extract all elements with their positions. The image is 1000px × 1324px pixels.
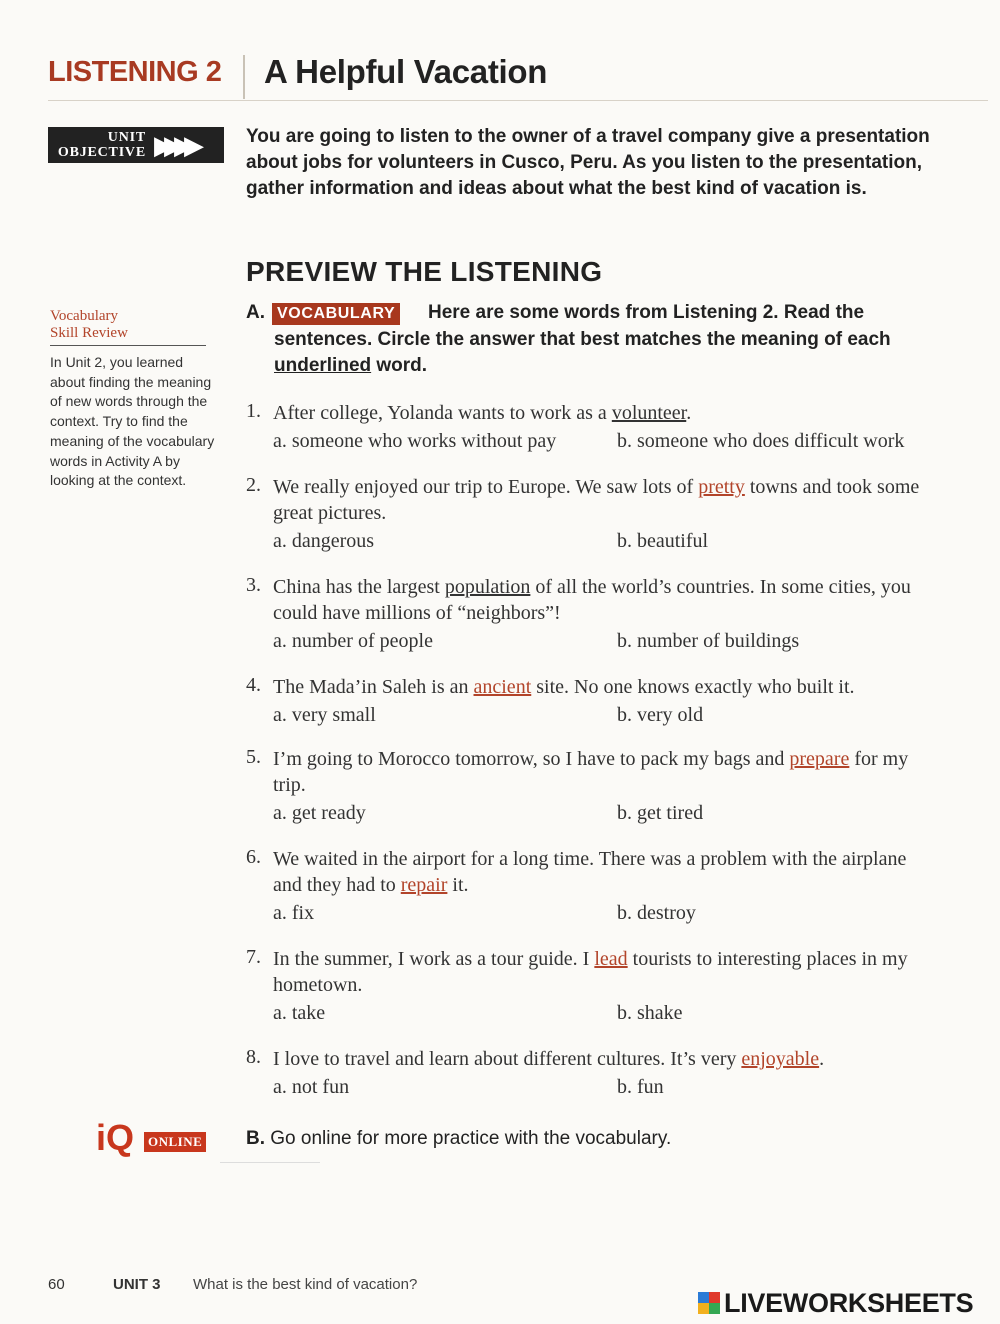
instructions-underlined: underlined bbox=[274, 355, 372, 376]
footer-question: What is the best kind of vacation? bbox=[193, 1276, 418, 1293]
liveworksheets-logo bbox=[698, 1288, 973, 1318]
vocabulary-word: prepare bbox=[789, 748, 850, 770]
instructions-text-end: word. bbox=[371, 355, 428, 376]
option-b[interactable]: b. shake bbox=[617, 1002, 683, 1024]
sidebar-body: In Unit 2, you learned about finding the meaning of new words through the context. Try to find the meaning of the vocabulary words in Activity A by looking at the context. bbox=[50, 354, 215, 489]
question-number: 5. bbox=[246, 746, 261, 768]
question-text-pre: We waited in the airport for a long time. There was a problem with the airplane and they had to bbox=[273, 848, 907, 896]
question-number: 6. bbox=[246, 846, 261, 868]
option-a[interactable]: a. someone who works without pay bbox=[273, 430, 557, 452]
activity-b-letter: B. bbox=[246, 1128, 265, 1149]
question-text-post: . bbox=[686, 402, 692, 424]
question-text bbox=[273, 1046, 923, 1072]
question-number: 2. bbox=[246, 474, 261, 496]
question-number: 1. bbox=[246, 400, 261, 422]
question-text-pre: I love to travel and learn about different cultures. It’s very bbox=[273, 1048, 742, 1070]
instructions-text: Here are some words from Listening 2. Read the sentences. Circle the answer that best matches the meaning of each bbox=[274, 302, 891, 350]
activity-b bbox=[246, 1128, 671, 1150]
objective-line1: UNIT bbox=[107, 130, 146, 145]
option-a[interactable]: a. number of people bbox=[273, 630, 433, 652]
question-text bbox=[273, 746, 923, 798]
question-number: 7. bbox=[246, 946, 261, 968]
preview-heading: PREVIEW THE LISTENING bbox=[246, 256, 603, 287]
vocabulary-word: population bbox=[444, 576, 531, 598]
header-rule bbox=[48, 100, 988, 101]
option-a[interactable]: a. dangerous bbox=[273, 530, 375, 552]
option-b[interactable]: b. destroy bbox=[617, 902, 696, 924]
activity-b-text: Go online for more practice with the vocabulary. bbox=[270, 1128, 672, 1149]
vocabulary-badge: VOCABULARY bbox=[272, 303, 400, 325]
sidebar-title bbox=[50, 308, 206, 346]
question-text-post: for my trip. bbox=[273, 748, 909, 796]
question-text-pre: China has the largest bbox=[273, 576, 445, 598]
sidebar-title-line2: Skill Review bbox=[50, 325, 128, 341]
option-a[interactable]: a. get ready bbox=[273, 802, 366, 824]
option-b[interactable]: b. beautiful bbox=[617, 530, 709, 552]
question-text bbox=[273, 674, 923, 700]
unit-objective-badge bbox=[48, 127, 224, 163]
section-label: LISTENING 2 bbox=[48, 56, 222, 88]
arrows-icon: ▶▶▶▶ bbox=[154, 130, 194, 160]
liveworksheets-text: LIVEWORKSHEETS bbox=[724, 1287, 974, 1318]
question-text bbox=[273, 474, 923, 526]
option-b[interactable]: b. someone who does difficult work bbox=[617, 430, 905, 452]
question-text bbox=[273, 946, 923, 998]
question-text bbox=[273, 400, 923, 426]
intro-paragraph: You are going to listen to the owner of a travel company give a presentation about jobs for volunteers in Cusco, Peru. As you listen to the presentation, gather information and ideas about what the best kind of vacation is. bbox=[246, 126, 930, 199]
sidebar-title-line1: Vocabulary bbox=[50, 308, 119, 324]
question-text-pre: The Mada’in Saleh is an bbox=[273, 676, 474, 698]
option-b[interactable]: b. number of buildings bbox=[617, 630, 800, 652]
vocabulary-word: volunteer bbox=[611, 402, 687, 424]
question-text-pre: In the summer, I work as a tour guide. I bbox=[273, 948, 595, 970]
question-text-post: . bbox=[819, 1048, 825, 1070]
question-text-pre: We really enjoyed our trip to Europe. We saw lots of bbox=[273, 476, 699, 498]
question-number: 4. bbox=[246, 674, 261, 696]
activity-a-instructions bbox=[274, 300, 924, 380]
question-text-post: of all the world’s countries. In some cities, you could have millions of “neighbors”! bbox=[273, 576, 911, 624]
question-text-pre: After college, Yolanda wants to work as a bbox=[273, 402, 612, 424]
liveworksheets-icon bbox=[698, 1292, 720, 1314]
option-a[interactable]: a. not fun bbox=[273, 1076, 350, 1098]
objective-line2: OBJECTIVE bbox=[57, 145, 146, 160]
vocabulary-word: ancient bbox=[473, 676, 532, 698]
question-text bbox=[273, 574, 923, 626]
page-number: 60 bbox=[48, 1276, 65, 1293]
online-badge: ONLINE bbox=[144, 1132, 206, 1152]
activity-b-rule bbox=[220, 1162, 320, 1163]
footer-unit: UNIT 3 bbox=[113, 1276, 161, 1293]
activity-a-letter: A. bbox=[246, 302, 265, 323]
vocabulary-word: pretty bbox=[698, 476, 745, 498]
iq-logo-text: iQ bbox=[96, 1117, 135, 1158]
question-text-post: tourists to interesting places in my hometown. bbox=[273, 948, 908, 996]
question-number: 8. bbox=[246, 1046, 261, 1068]
question-text-post: it. bbox=[447, 874, 469, 896]
option-a[interactable]: a. fix bbox=[273, 902, 315, 924]
option-b[interactable]: b. fun bbox=[617, 1076, 664, 1098]
vocabulary-word: repair bbox=[400, 874, 448, 896]
question-text-post: site. No one knows exactly who built it. bbox=[531, 676, 855, 698]
header-divider bbox=[243, 55, 245, 99]
iq-logo bbox=[96, 1117, 135, 1158]
option-a[interactable]: a. very small bbox=[273, 704, 376, 726]
question-text bbox=[273, 846, 923, 898]
option-b[interactable]: b. get tired bbox=[617, 802, 704, 824]
question-text-post: towns and took some great pictures. bbox=[273, 476, 920, 524]
page-title: A Helpful Vacation bbox=[264, 53, 548, 90]
option-b[interactable]: b. very old bbox=[617, 704, 704, 726]
vocabulary-word: lead bbox=[594, 948, 628, 970]
vocabulary-word: enjoyable bbox=[741, 1048, 820, 1070]
question-text-pre: I’m going to Morocco tomorrow, so I have to pack my bags and bbox=[273, 748, 790, 770]
option-a[interactable]: a. take bbox=[273, 1002, 326, 1024]
question-number: 3. bbox=[246, 574, 261, 596]
